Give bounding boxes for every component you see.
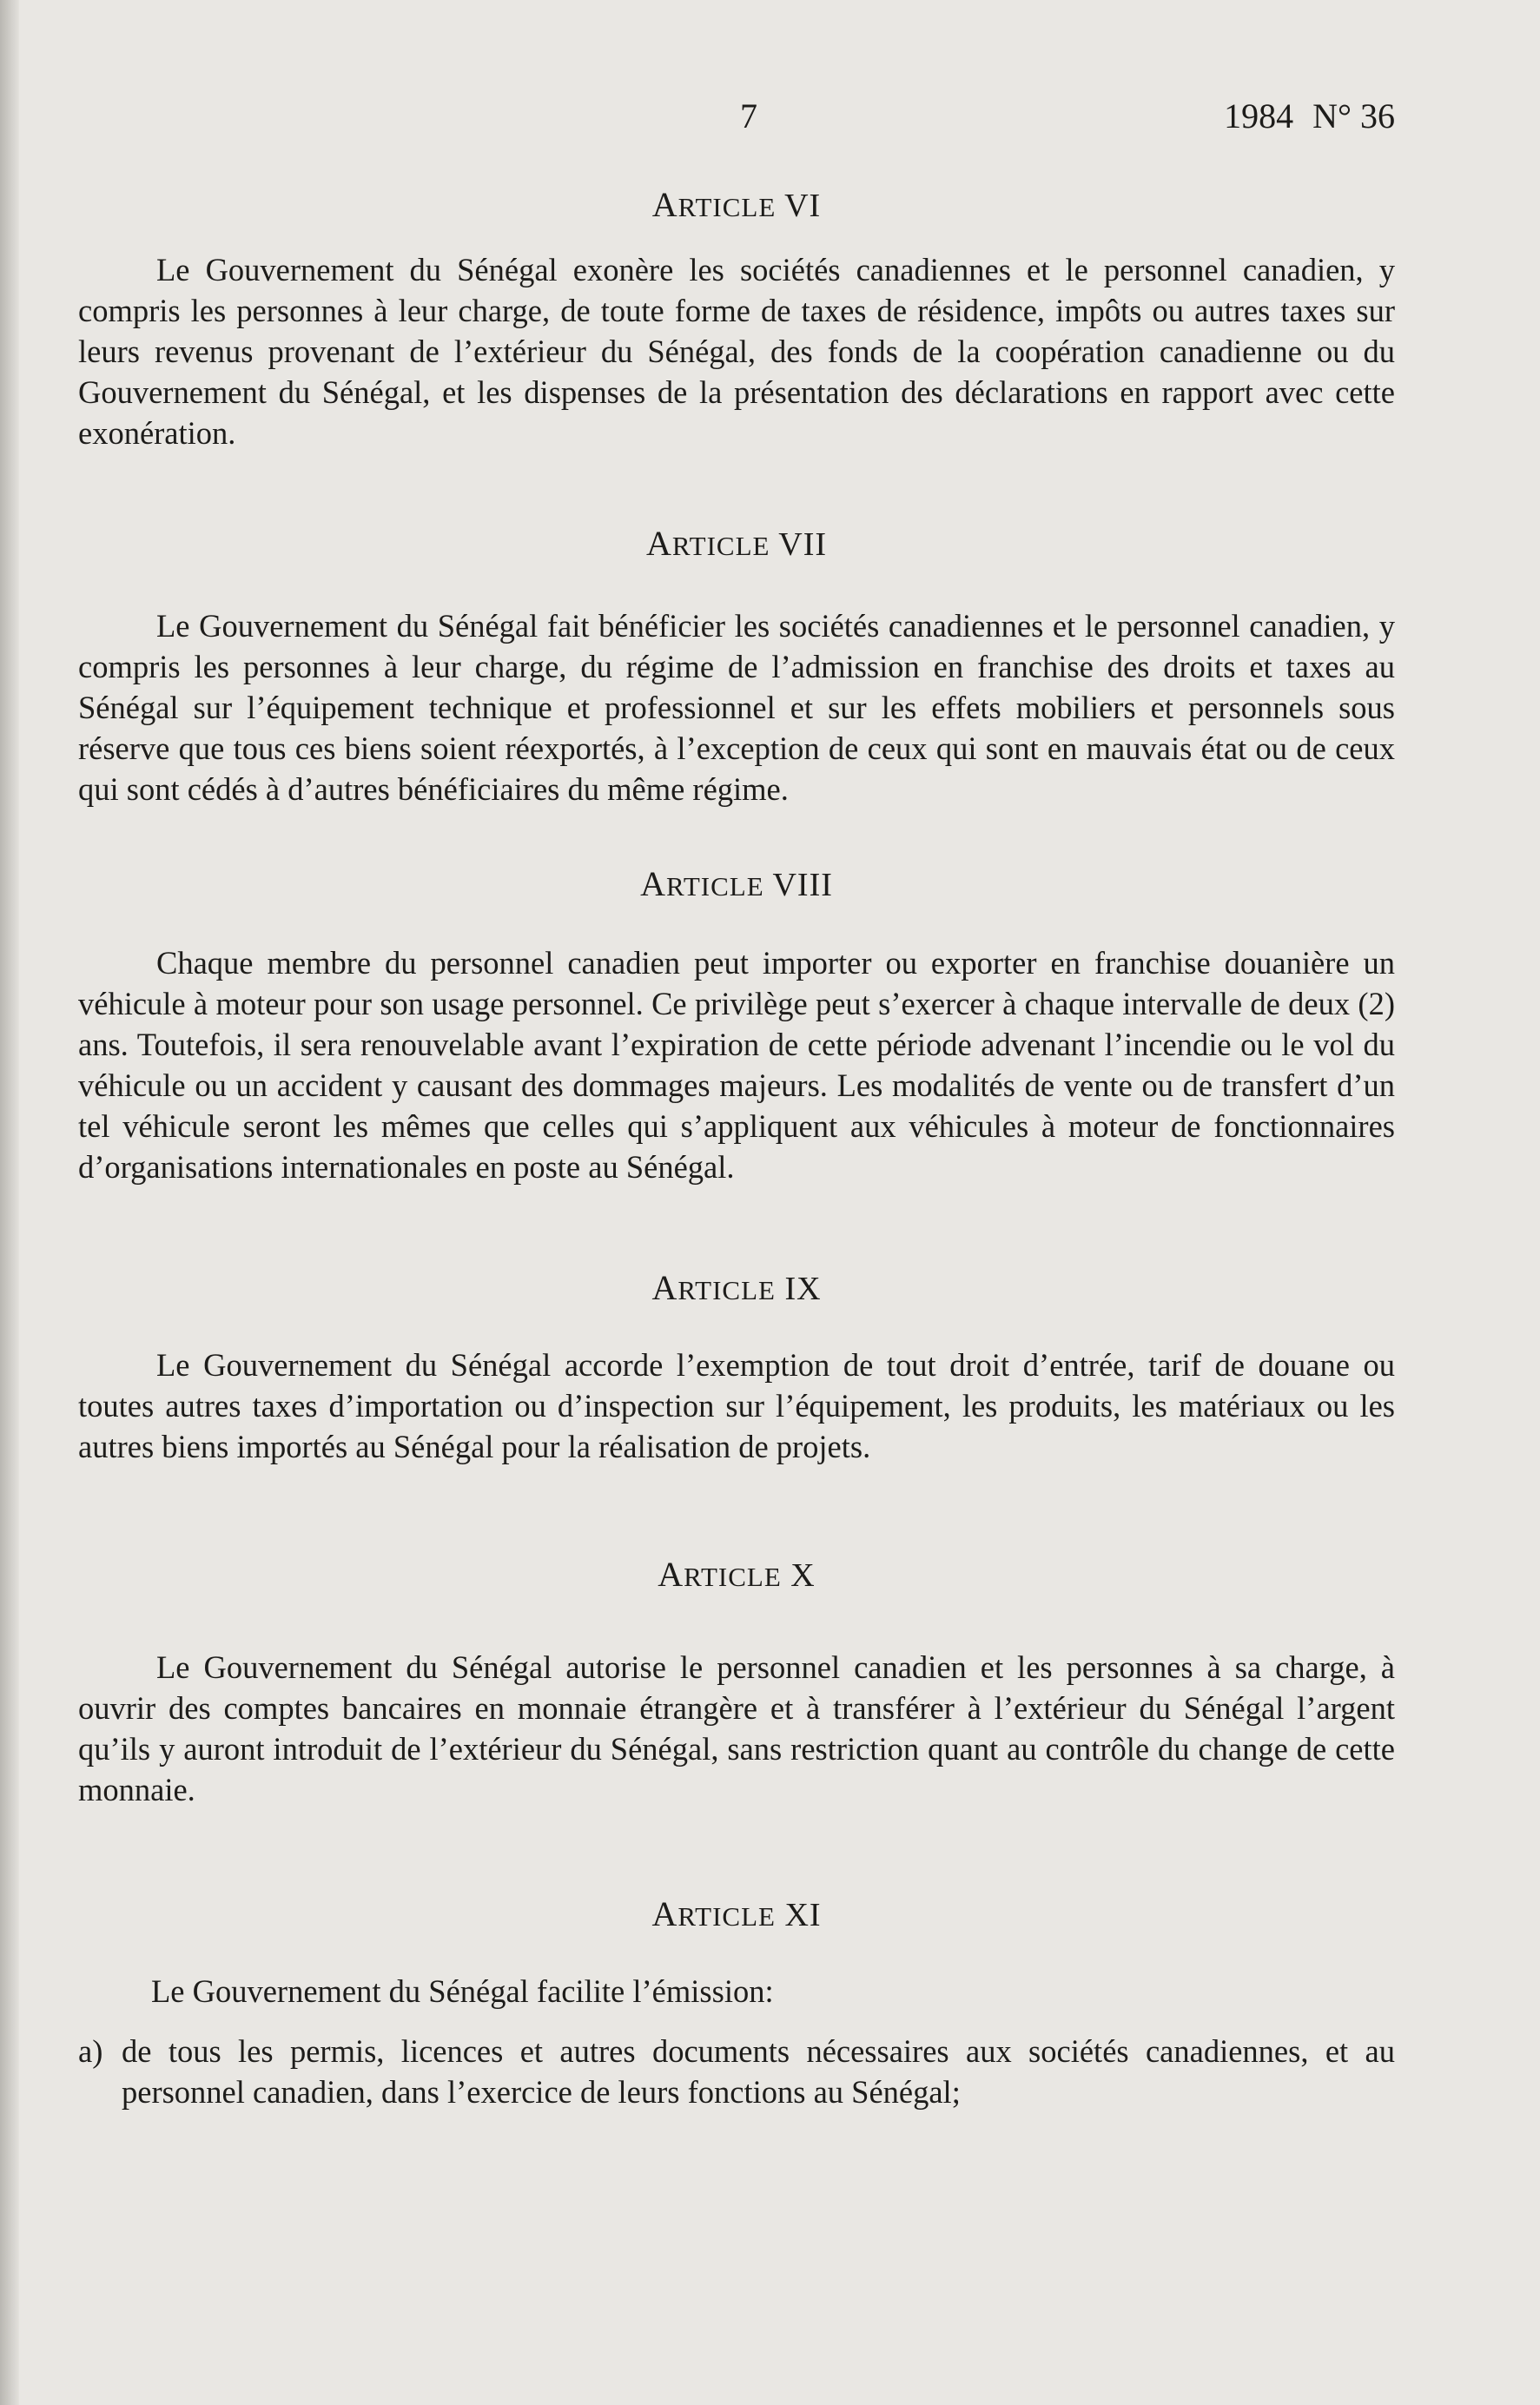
- treaty-year: 1984: [1224, 96, 1294, 135]
- page-edge: [0, 0, 19, 2405]
- article-text: Chaque membre du personnel canadien peut importer ou exporter en franchise douanière un véhicule à moteur pour son usage personnel. Ce privilège peut s’exercer à chaque intervalle de deux (2) ans. Toutefois, il sera renouvelable avant l’expiration de cette période advenant l’incendie ou le vol du véhicule ou un accident y causant des dommages majeurs. Les modalités de vente ou de transfert d’un tel véhicule seront les mêmes que celles qui s’appliquent aux véhicules à moteur de fonctionnaires d’organisations internationales en poste au Sénégal.: [78, 945, 1395, 1185]
- article-text: Le Gouvernement du Sénégal fait bénéficier les sociétés canadiennes et le personnel canadien, y compris les personnes à leur charge, du régime de l’admission en franchise des droits et taxes au Sénégal sur l’équipement technique et professionnel et sur les effets mobiliers et personnels sous réserve que tous ces biens soient réexportés, à l’exception de ceux qui sont en mauvais état ou de ceux qui sont cédés à d’autres bénéficiaires du même régime.: [78, 608, 1395, 807]
- treaty-reference: [1224, 96, 1395, 136]
- article-viii: [78, 863, 1395, 1187]
- article-heading: ARTICLE VI: [651, 185, 822, 224]
- article-heading: ARTICLE X: [658, 1555, 816, 1594]
- article-heading: ARTICLE XI: [651, 1894, 822, 1933]
- article-x: [78, 1554, 1395, 1810]
- treaty-number: N° 36: [1312, 96, 1395, 135]
- document-page: [78, 87, 1395, 2112]
- article-heading: ARTICLE VIII: [640, 864, 833, 903]
- article-text: Le Gouvernement du Sénégal facilite l’émission:: [151, 1973, 774, 2009]
- article-vii: [78, 523, 1395, 809]
- article-text: Le Gouvernement du Sénégal autorise le personnel canadien et les personnes à sa charge, à ouvrir des comptes bancaires en monnaie étrangère et à transférer à l’extérieur du Sénégal l’argent qu’ils y auront introduit de l’extérieur du Sénégal, sans restriction quant au contrôle du change de cette monnaie.: [78, 1649, 1395, 1807]
- article-ix: [78, 1267, 1395, 1467]
- article-xi: [78, 1893, 1395, 2112]
- article-vi: [78, 184, 1395, 453]
- list-marker: a): [78, 2033, 103, 2069]
- article-text: Le Gouvernement du Sénégal exonère les sociétés canadiennes et le personnel canadien, y compris les personnes à leur charge, de toute forme de taxes de résidence, impôts ou autres taxes sur leurs revenus provenant de l’extérieur du Sénégal, des fonds de la coopération canadienne ou du Gouvernement du Sénégal, et les dispenses de la présentation des déclarations en rapport avec cette exonération.: [78, 252, 1395, 451]
- list-item: [78, 2031, 1395, 2112]
- article-heading: ARTICLE VII: [645, 524, 828, 563]
- article-heading: ARTICLE IX: [651, 1268, 822, 1307]
- list-item-text: de tous les permis, licences et autres documents nécessaires aux sociétés canadiennes, et au personnel canadien, dans l’exercice de leurs fonctions au Sénégal;: [122, 2033, 1395, 2110]
- page-header: [78, 87, 1395, 139]
- article-text: Le Gouvernement du Sénégal accorde l’exemption de tout droit d’entrée, tarif de douane ou toutes autres taxes d’importation ou d’inspection sur l’équipement, les produits, les matériaux ou les autres biens importés au Sénégal pour la réalisation de projets.: [78, 1347, 1395, 1464]
- page-number: 7: [740, 96, 757, 135]
